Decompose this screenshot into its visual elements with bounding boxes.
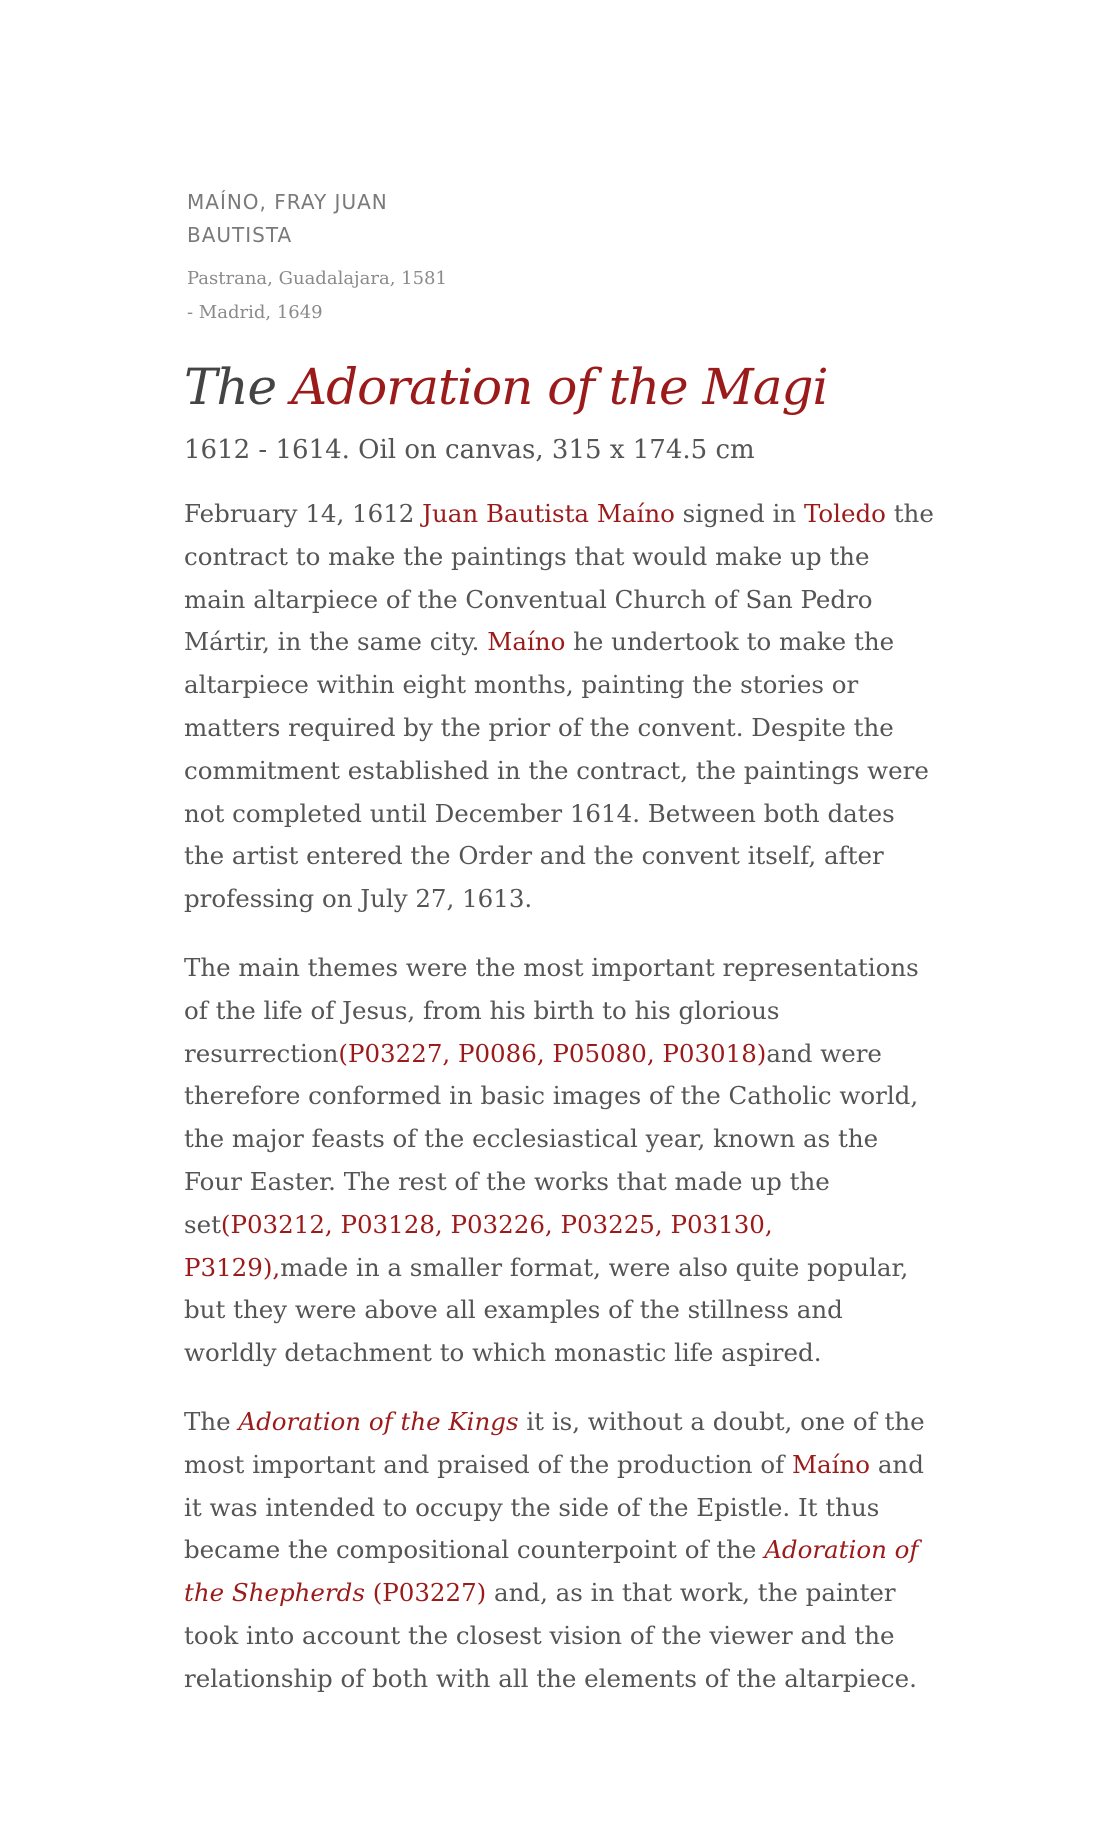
- artwork-title-prefix: The: [184, 358, 292, 416]
- text-segment: the contract to make the paintings that would make up the main altarpiece of the Conventual Church of San Pedro Mártir, in the same city.: [184, 499, 934, 657]
- artist-short-link[interactable]: Maíno: [791, 1449, 871, 1479]
- text-segment: The: [184, 1406, 239, 1436]
- artist-link[interactable]: Juan Bautista Maíno: [422, 499, 675, 528]
- description-paragraph-2: [184, 947, 934, 1375]
- artwork-references-link[interactable]: (P03212, P03128, P03226, P03225, P03130, P3129),: [184, 1209, 773, 1282]
- text-segment: he undertook to make the altarpiece within eight months, painting the stories or matters required by the prior of the convent. Despite the commitment established in the contract, the paintings were not completed until December 1614. Between both dates the artist entered the Order and the convent itself, after professing on July 27, 1613.: [184, 627, 929, 914]
- artwork-description: [184, 493, 934, 1727]
- text-segment: The main themes were the most important representations of the life of Jesus, from his birth to his glorious resurrection: [184, 952, 919, 1068]
- city-link[interactable]: Toledo: [803, 499, 886, 528]
- artist-info: [187, 186, 447, 330]
- text-segment: and, as in that work, the painter took into account the closest vision of the viewer and the relationship of both with all the elements of the altarpiece.: [184, 1578, 917, 1693]
- artwork-kings-link[interactable]: Adoration of the Kings: [238, 1406, 519, 1436]
- text-segment: made in a smaller format, were also quite popular, but they were above all examples of the stillness and worldly detachment to which monastic life aspired.: [184, 1252, 909, 1368]
- text-segment: signed in: [674, 499, 804, 528]
- artwork-reference-link[interactable]: (P03227): [372, 1578, 487, 1608]
- artist-short-link[interactable]: Maíno: [487, 627, 566, 657]
- artwork-title-main: Adoration of the Magi: [291, 358, 828, 416]
- description-paragraph-3: [184, 1401, 934, 1701]
- text-segment: and were therefore conformed in basic images of the Catholic world, the major feasts of the ecclesiastical year, known as the Four Easter. The rest of the works that made up the set: [184, 1038, 919, 1239]
- artist-name[interactable]: MAÍNO, FRAY JUAN BAUTISTA: [187, 190, 388, 247]
- artist-dates: Pastrana, Guadalajara, 1581 - Madrid, 1649: [187, 268, 447, 323]
- text-segment: and it was intended to occupy the side of the Epistle. It thus became the compositional counterpoint of the: [184, 1449, 924, 1565]
- artwork-references-link[interactable]: (P03227, P0086, P05080, P03018): [338, 1038, 767, 1068]
- artwork-shepherds-link[interactable]: Adoration of the Shepherds: [184, 1535, 919, 1608]
- artwork-title: [184, 352, 828, 422]
- text-segment: February 14, 1612: [184, 499, 423, 528]
- text-segment: [365, 1578, 373, 1607]
- text-segment: it is, without a doubt, one of the most important and praised of the production of: [184, 1406, 925, 1479]
- description-paragraph-1: [184, 493, 934, 921]
- artwork-details: 1612 - 1614. Oil on canvas, 315 x 174.5 cm: [184, 435, 755, 465]
